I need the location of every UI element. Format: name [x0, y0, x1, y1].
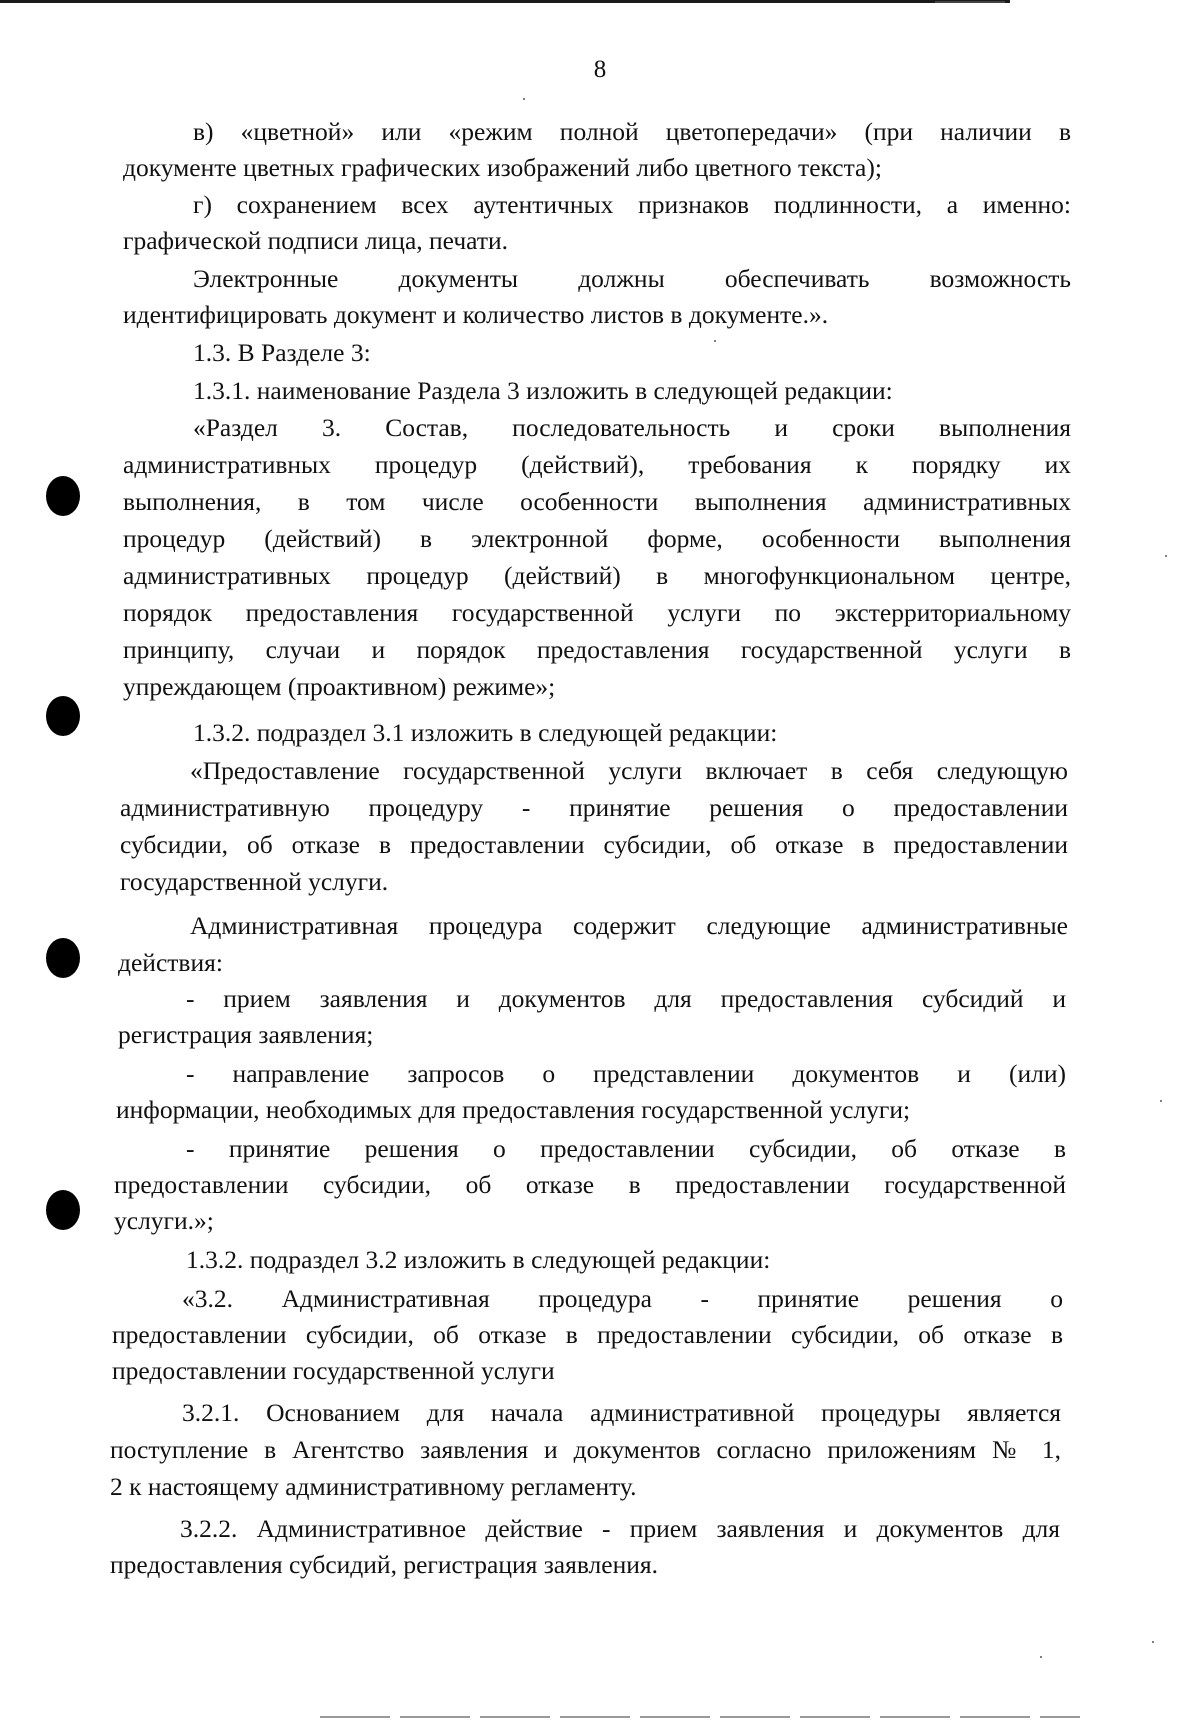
text-line: в) «цветной» или «режим полной цветопередачи» (при наличии в	[193, 117, 1071, 146]
text-line: 1.3.2. подраздел 3.1 изложить в следующей редакции:	[193, 718, 778, 747]
text-line: 3.2.1. Основанием для начала административной процедуры является	[182, 1398, 1061, 1427]
text-line: административных процедур (действий), требования к порядку их	[123, 450, 1071, 479]
text-line: предоставлении субсидии, об отказе в предоставлении государственной	[114, 1170, 1066, 1199]
text-line: - направление запросов о представлении документов и (или)	[186, 1059, 1066, 1088]
scan-top-edge	[0, 0, 1010, 3]
text-line: выполнения, в том числе особенности выполнения административных	[123, 487, 1071, 516]
text-line: 1.3.1. наименование Раздела 3 изложить в следующей редакции:	[193, 376, 893, 405]
scan-speck	[714, 340, 716, 342]
text-line: г) сохранением всех аутентичных признаков подлинности, а именно:	[193, 190, 1071, 219]
text-line: административных процедур (действий) в многофункциональном центре,	[123, 561, 1071, 590]
text-line: 1.3. В Разделе 3:	[193, 338, 371, 367]
text-line: поступление в Агентство заявления и документов согласно приложениям № 1,	[110, 1435, 1061, 1464]
text-line: регистрация заявления;	[118, 1020, 374, 1049]
text-line: государственной услуги.	[120, 867, 389, 896]
page-number: 8	[593, 56, 607, 83]
punch-hole-3	[46, 938, 80, 978]
text-line: «Предоставление государственной услуги включает в себя следующую	[190, 756, 1068, 785]
text-line: 3.2.2. Административное действие - прием заявления и документов для	[180, 1514, 1060, 1543]
text-line: Административная процедура содержит следующие административные	[190, 911, 1068, 940]
text-line: графической подписи лица, печати.	[123, 226, 508, 255]
text-line: упреждающем (проактивном) режиме»;	[123, 672, 556, 701]
text-line: принципу, случаи и порядок предоставления государственной услуги в	[123, 635, 1071, 664]
scan-bottom-edge	[320, 1716, 1080, 1718]
punch-hole-2	[46, 696, 80, 736]
text-line: «3.2. Административная процедура - принятие решения о	[182, 1284, 1063, 1313]
scan-speck	[523, 98, 525, 100]
text-line: субсидии, об отказе в предоставлении субсидии, об отказе в предоставлении	[120, 830, 1068, 859]
scan-speck	[1160, 1100, 1162, 1102]
text-line: услуги.»;	[114, 1206, 214, 1235]
punch-hole-4	[46, 1190, 80, 1230]
text-line: - принятие решения о предоставлении субсидии, об отказе в	[186, 1134, 1066, 1163]
text-line: информации, необходимых для предоставления государственной услуги;	[116, 1095, 911, 1124]
scan-speck	[1040, 1656, 1042, 1658]
text-line: идентифицировать документ и количество листов в документе.».	[123, 300, 829, 329]
scan-speck	[1152, 1641, 1154, 1643]
text-line: «Раздел 3. Состав, последовательность и сроки выполнения	[193, 413, 1071, 442]
text-line: действия:	[118, 948, 223, 977]
text-line: - прием заявления и документов для предоставления субсидий и	[186, 984, 1066, 1013]
text-line: 1.3.2. подраздел 3.2 изложить в следующей редакции:	[186, 1245, 771, 1274]
punch-hole-1	[46, 476, 80, 516]
text-line: Электронные документы должны обеспечивать возможность	[193, 264, 1071, 293]
text-line: предоставлении государственной услуги	[112, 1356, 555, 1385]
text-line: административную процедуру - принятие решения о предоставлении	[120, 793, 1068, 822]
text-line: предоставления субсидий, регистрация заявления.	[110, 1550, 659, 1579]
scan-top-edge-fragment	[935, 1, 1005, 3]
text-line: процедур (действий) в электронной форме, особенности выполнения	[123, 524, 1071, 553]
text-line: порядок предоставления государственной услуги по экстерриториальному	[123, 598, 1071, 627]
text-line: 2 к настоящему административному регламенту.	[110, 1472, 637, 1501]
scan-speck	[1165, 555, 1167, 557]
text-line: предоставлении субсидии, об отказе в предоставлении субсидии, об отказе в	[112, 1320, 1063, 1349]
text-line: документе цветных графических изображений либо цветного текста);	[123, 153, 882, 182]
